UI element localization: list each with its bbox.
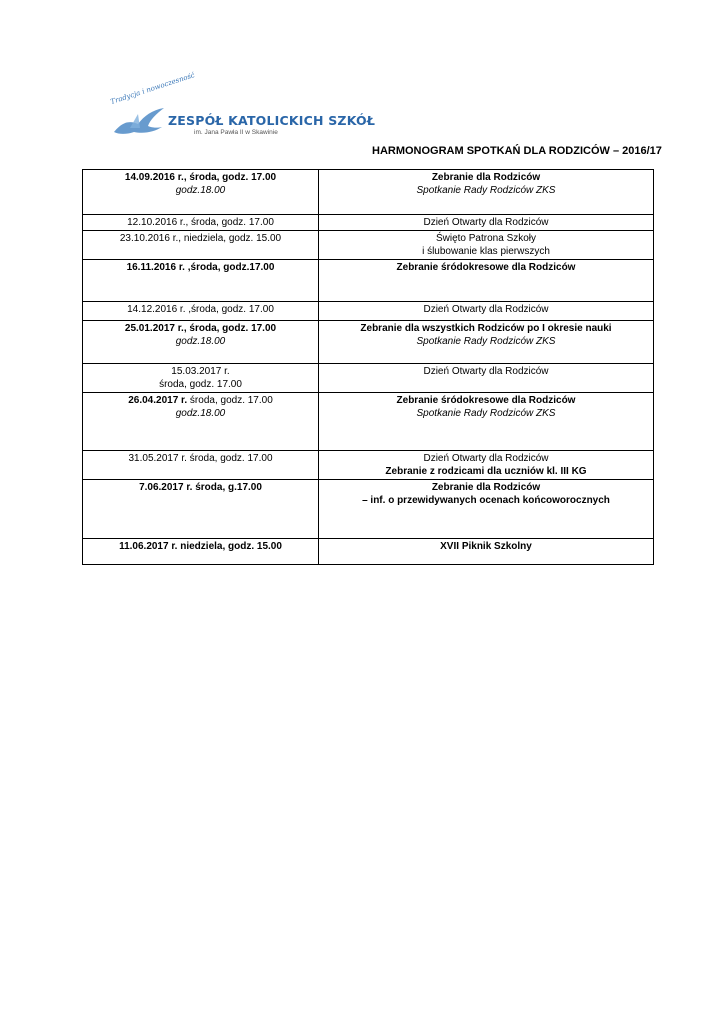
date-cell-line: 12.10.2016 r., środa, godz. 17.00 [127,217,274,228]
event-cell-line: Zebranie dla Rodziców [431,482,541,493]
logo-subtitle: im. Jana Pawła II w Skawinie [194,129,278,136]
event-cell-line: Zebranie śródokresowe dla Rodziców [396,262,576,273]
date-cell-line: 16.11.2016 r. ,środa, godz.17.00 [126,262,275,273]
event-cell [319,480,654,539]
logo-motto: Tradycja i nowoczesność [109,71,196,106]
event-cell-line: Dzień Otwarty dla Rodziców [423,366,549,377]
date-cell [83,170,319,215]
date-cell-line: 25.01.2017 r., środa, godz. 17.00 [124,323,277,334]
event-cell-line: Zebranie z rodzicami dla uczniów kl. III KG [385,466,587,477]
schedule-table [82,169,654,565]
page-title: HARMONOGRAM SPOTKAŃ DLA RODZICÓW – 2016/17 [372,145,662,157]
table-row [83,393,654,451]
event-cell [319,231,654,260]
date-cell [83,480,319,539]
event-cell-line: XVII Piknik Szkolny [440,541,532,552]
event-cell-line: Spotkanie Rady Rodziców ZKS [416,336,556,347]
date-cell [83,393,319,451]
event-cell-line: i ślubowanie klas pierwszych [422,246,550,257]
event-cell [319,321,654,364]
date-cell [83,321,319,364]
date-cell-line: 26.04.2017 r. środa, godz. 17.00 [128,395,273,406]
event-cell [319,364,654,393]
event-cell [319,170,654,215]
event-cell-line: Spotkanie Rady Rodziców ZKS [416,408,556,419]
date-cell [83,451,319,480]
event-cell-line: Zebranie śródokresowe dla Rodziców [396,395,576,406]
table-row [83,215,654,231]
table-row [83,364,654,393]
date-cell-line: 14.12.2016 r. ,środa, godz. 17.00 [127,304,274,315]
table-row [83,231,654,260]
date-cell-line: godz.18.00 [175,336,226,347]
event-cell-line: Zebranie dla wszystkich Rodziców po I okresie nauki [360,323,612,334]
date-cell-line: 14.09.2016 r., środa, godz. 17.00 [124,172,277,183]
event-cell-line: Spotkanie Rady Rodziców ZKS [416,185,556,196]
date-cell-line: 7.06.2017 r. środa, g.17.00 [139,482,262,493]
date-cell-line: 31.05.2017 r. środa, godz. 17.00 [128,453,273,464]
table-row [83,170,654,215]
table-row [83,451,654,480]
date-cell-line: godz.18.00 [175,185,226,196]
table-row [83,480,654,539]
date-cell [83,231,319,260]
event-cell-line: Dzień Otwarty dla Rodziców [423,217,549,228]
date-cell [83,215,319,231]
event-cell [319,215,654,231]
table-row [83,539,654,565]
event-cell [319,260,654,302]
date-cell [83,302,319,321]
event-cell-line: Zebranie dla Rodziców [431,172,541,183]
event-cell [319,393,654,451]
date-cell-line: 11.06.2017 r. niedziela, godz. 15.00 [119,541,282,552]
date-cell-line: środa, godz. 17.00 [159,379,242,390]
event-cell-line: – inf. o przewidywanych ocenach końcoworocznych [362,495,610,506]
date-cell-line: godz.18.00 [175,408,226,419]
event-cell-line: Dzień Otwarty dla Rodziców [423,304,549,315]
event-cell [319,302,654,321]
event-cell [319,539,654,565]
event-cell [319,451,654,480]
date-cell [83,260,319,302]
logo-name: ZESPÓŁ KATOLICKICH SZKÓŁ [168,113,376,128]
date-cell-line: 15.03.2017 r. [171,366,230,377]
table-row [83,302,654,321]
event-cell-line: Święto Patrona Szkoły [435,233,537,244]
date-cell-line: 23.10.2016 r., niedziela, godz. 15.00 [119,233,282,244]
school-logo [108,71,376,138]
date-cell [83,539,319,565]
date-cell [83,364,319,393]
event-cell-line: Dzień Otwarty dla Rodziców [423,453,549,464]
table-row [83,260,654,302]
table-row [83,321,654,364]
